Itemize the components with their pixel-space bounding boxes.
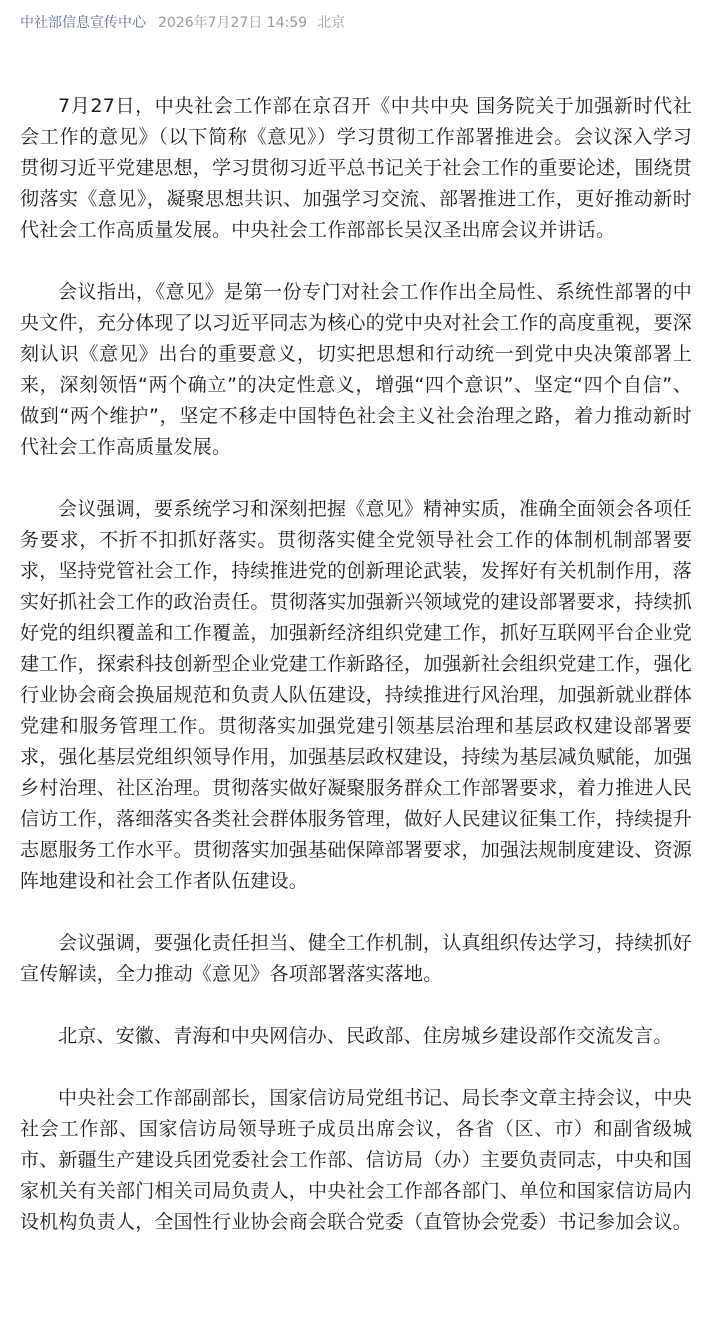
source-link[interactable]: 中社部信息宣传中心 [20,15,146,31]
article-body [20,91,692,1238]
paragraph-2: 会议指出，《意见》是第一份专门对社会工作作出全局性、系统性部署的中央文件，充分体现了以习近平同志为核心的党中央对社会工作的高度重视，要深刻认识《意见》出台的重要意义，切实把思想和行动统一到党中央决策部署上来，深刻领悟“两个确立”的决定性意义，增强“四个意识”、坚定“四个自信”、做到“两个维护”，坚定不移走中国特色社会主义社会治理之路，着力推动新时代社会工作高质量发展。 [20,281,693,458]
publish-time: 2026年7月27日 14:59 [158,15,308,31]
paragraph-5: 北京、安徽、青海和中央网信办、民政部、住房城乡建设部作交流发言。 [58,1025,673,1047]
article-meta [20,0,692,44]
paragraph-3: 会议强调，要系统学习和深刻把握《意见》精神实质，准确全面领会各项任务要求，不折不扣抓好落实。贯彻落实健全党领导社会工作的体制机制部署要求，坚持党管社会工作，持续推进党的创新理论武装，发挥好有关机制作用，落实好抓社会工作的政治责任。贯彻落实加强新兴领域党的建设部署要求，持续抓好党的组织覆盖和工作覆盖，加强新经济组织党建工作，抓好互联网平台企业党建工作，探索科技创新型企业党建工作新路径，加强新社会组织党建工作，强化行业协会商会换届规范和负责人队伍建设，持续推进行风治理，加强新就业群体党建和服务管理工作。贯彻落实加强党建引领基层治理和基层政权建设部署要求，强化基层党组织领导作用，加强基层政权建设，持续为基层减负赋能，加强乡村治理、社区治理。贯彻落实做好凝聚服务群众工作部署要求，着力推进人民信访工作，落细落实各类社会群体服务管理，做好人民建议征集工作，持续提升志愿服务工作水平。贯彻落实加强基础保障部署要求，加强法规制度建设、资源阵地建设和社会工作者队伍建设。 [20,498,693,892]
publish-location: 北京 [317,15,346,31]
paragraph-4: 会议强调，要强化责任担当、健全工作机制，认真组织传达学习，持续抓好宣传解读，全力推动《意见》各项部署落实落地。 [20,932,692,985]
paragraph-6: 中央社会工作部副部长，国家信访局党组书记、局长李文章主持会议，中央社会工作部、国家信访局领导班子成员出席会议，各省（区、市）和副省级城市、新疆生产建设兵团党委社会工作部、信访局（办）主要负责同志，中央和国家机关有关部门相关司局负责人，中央社会工作部各部门、单位和国家信访局内设机构负责人，全国性行业协会商会联合党委（直管协会党委）书记参加会议。 [20,1087,693,1233]
paragraph-1: 7月27日，中央社会工作部在京召开《中共中央 国务院关于加强新时代社会工作的意见》（以下简称《意见》）学习贯彻工作部署推进会。会议深入学习贯彻习近平党建思想，学习贯彻习近平总书记关于社会工作的重要论述，围绕贯彻落实《意见》，凝聚思想共识、加强学习交流、部署推进工作，更好推动新时代社会工作高质量发展。中央社会工作部部长吴汉圣出席会议并讲话。 [20,95,693,241]
